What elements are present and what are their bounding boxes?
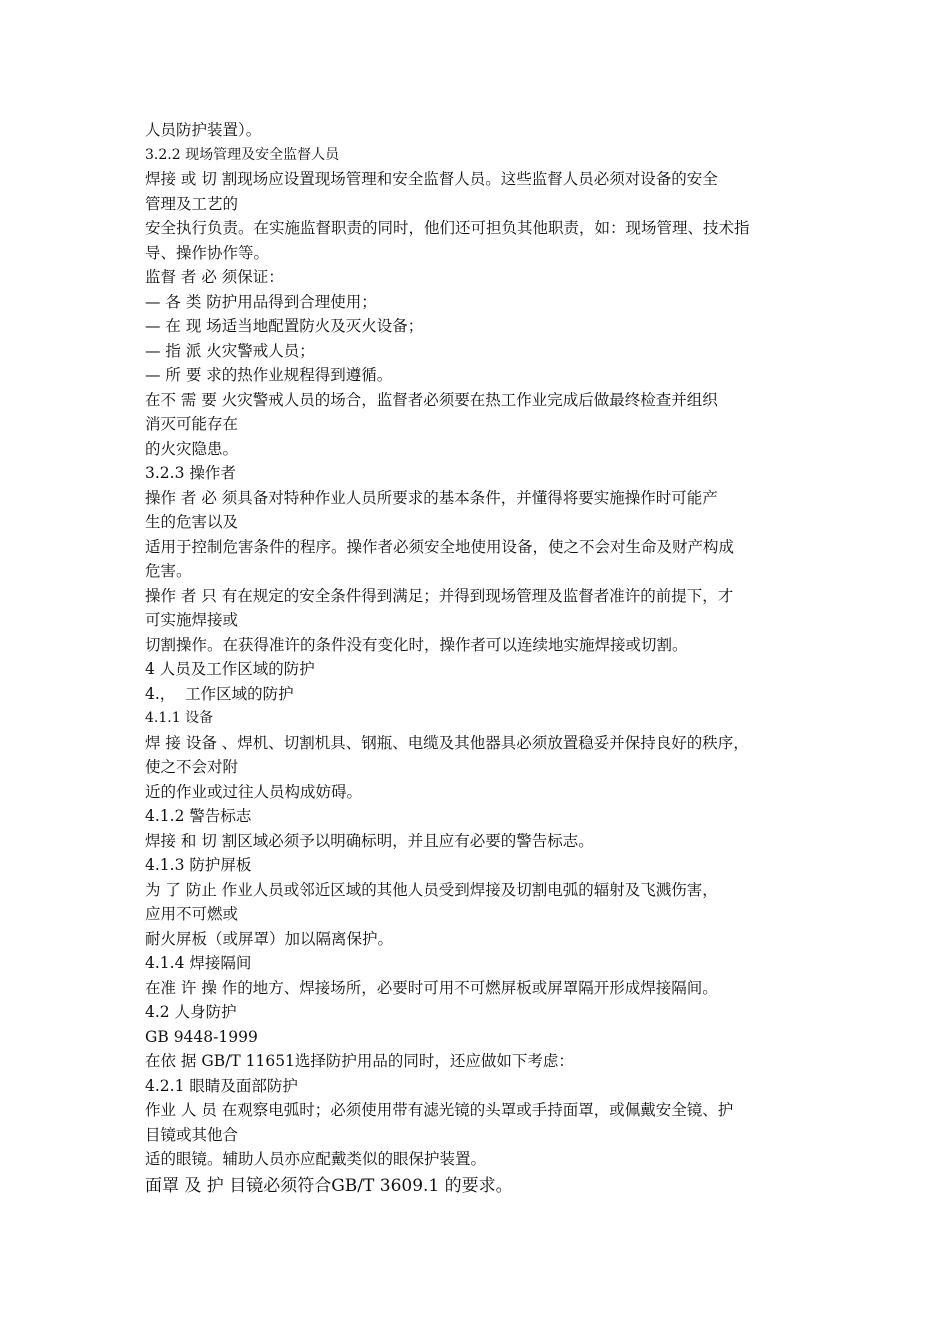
list-item: — 所 要 求的热作业规程得到遵循。 [145,366,393,384]
section-heading-3-2-3: 3.2.3 操作者 [145,464,236,482]
list-item: — 在 现 场适当地配置防火及灭火设备； [145,317,424,335]
section-heading-4-1-2: 4.1.2 警告标志 [145,807,252,825]
text-line: 应用不可燃或 [145,905,239,923]
text-line: 可实施焊接或 [145,611,239,629]
text-line: 适的眼镜。辅助人员亦应配戴类似的眼保护装置。 [145,1150,487,1168]
text-line: 人员防护装置）。 [145,121,262,139]
text-line: 操作 者 必 须具备对特种作业人员所要求的基本条件，并懂得将要实施操作时可能产 [145,488,718,507]
list-item: — 指 派 火灾警戒人员； [145,341,315,360]
text-line: 焊接 和 切 割区域必须予以明确标明，并且应有必要的警告标志。 [145,831,594,850]
text-line: 耐火屏板（或屏罩）加以隔离保护。 [145,929,394,948]
text-line: 在准 许 操 作的地方、焊接场所，必要时可用不可燃屏板或屏罩隔开形成焊接隔间。 [145,978,718,997]
text-line: 操作 者 只 有在规定的安全条件得到满足；并得到现场管理及监督者准许的前提下，才 [145,586,734,605]
text-line: 生的危害以及 [145,513,239,531]
text-line: 在不 需 要 火灾警戒人员的场合，监督者必须要在热工作业完成后做最终检查并组织 [145,390,718,409]
text-line: 安全执行负责。在实施监督职责的同时，他们还可担负其他职责，如：现场管理、技术指 [145,219,750,237]
section-heading-4-1-1: 4.1.1 设备 [145,710,214,726]
text-line: 危害。 [145,562,192,580]
text-line: 切割操作。在获得准许的条件没有变化时，操作者可以连续地实施焊接或切割。 [145,635,688,654]
section-heading-4-1: 4.， 工作区域的防护 [145,684,294,703]
text-line: 焊 接 设备 、焊机、切割机具、钢瓶、电缆及其他器具必须放置稳妥并保持良好的秩序， [145,733,749,752]
text-line: 导、操作协作等。 [145,243,270,262]
section-heading-4-2: 4.2 人身防护 [145,1003,237,1021]
text-line: 监督 者 必 须保证： [145,268,284,286]
text-line: 适用于控制危害条件的程序。操作者必须安全地使用设备，使之不会对生命及财产构成 [145,537,735,556]
text-line: 的火灾隐患。 [145,439,239,458]
text-line: 为 了 防止 作业人员或邻近区域的其他人员受到焊接及切割电弧的辐射及飞溅伤害， [145,880,718,899]
standard-reference: GB 9448-1999 [145,1027,258,1046]
document-body [145,118,810,1198]
list-item: — 各 类 防护用品得到合理使用； [145,292,377,311]
text-line: 目镜或其他合 [145,1125,239,1144]
section-heading-3-2-2: 3.2.2 现场管理及安全监督人员 [145,146,340,163]
text-line: 近的作业或过往人员构成妨碍。 [145,782,363,801]
text-line: 管理及工艺的 [145,194,239,213]
text-line: 消灭可能存在 [145,415,239,433]
section-heading-4-1-4: 4.1.4 焊接隔间 [145,954,252,972]
text-line: 面罩 及 护 目镜必须符合GB/T 3609.1 的要求。 [145,1175,513,1196]
section-heading-4-2-1: 4.2.1 眼睛及面部防护 [145,1076,298,1095]
text-line: 焊接 或 切 割现场应设置现场管理和安全监督人员。这些监督人员必须对设备的安全 [145,170,718,188]
text-line: 使之不会对附 [145,758,239,776]
section-heading-4-1-3: 4.1.3 防护屏板 [145,856,252,874]
text-line: 在依 据 GB/T 11651选择防护用品的同时，还应做如下考虑： [145,1052,574,1070]
text-line: 作业 人 员 在观察电弧时；必须使用带有滤光镜的头罩或手持面罩，或佩戴安全镜、护 [145,1101,734,1119]
section-heading-4: 4 人员及工作区域的防护 [145,660,315,678]
